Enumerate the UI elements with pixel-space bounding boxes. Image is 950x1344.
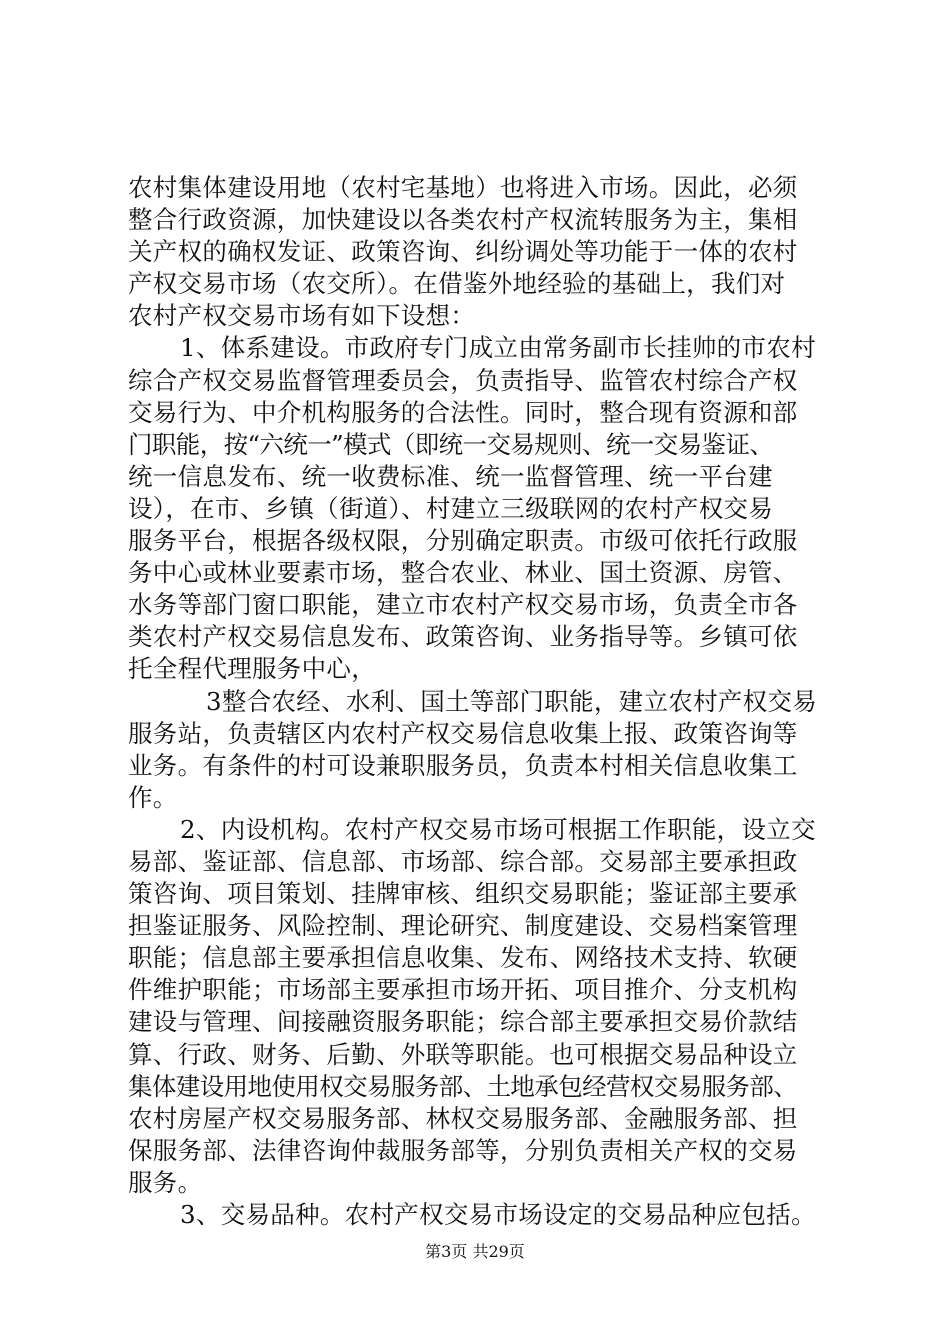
text-line: 水务等部门窗口职能，建立市农村产权交易市场，负责全市各: [128, 590, 798, 620]
text-line: 综合产权交易监督管理委员会，负责指导、监管农村综合产权: [128, 365, 798, 395]
text-line: 类农村产权交易信息发布、政策咨询、业务指导等。乡镇可依: [128, 622, 798, 652]
text-line: 服务平台，根据各级权限，分别确定职责。市级可依托行政服: [128, 526, 798, 556]
page-number-footer: 第3页 共29页: [425, 1242, 525, 1261]
text-line: 算、行政、财务、后勤、外联等职能。也可根据交易品种设立: [128, 1039, 798, 1069]
text-line: 整合行政资源，加快建设以各类农村产权流转服务为主，集相: [128, 205, 798, 235]
text-line: 农村产权交易市场有如下设想：: [128, 301, 476, 331]
text-line: 业务。有条件的村可设兼职服务员，负责本村相关信息收集工: [128, 750, 798, 780]
text-line: 托全程代理服务中心，: [128, 654, 376, 684]
text-line: 产权交易市场（农交所）。在借鉴外地经验的基础上，我们对: [128, 269, 786, 299]
text-line: 保服务部、法律咨询仲裁服务部等，分别负责相关产权的交易: [128, 1135, 798, 1165]
text-line: 3整合农经、水利、国土等部门职能，建立农村产权交易: [206, 686, 818, 716]
text-line: 务中心或林业要素市场，整合农业、林业、国土资源、房管、: [128, 558, 798, 588]
text-line: 交易行为、中介机构服务的合法性。同时，整合现有资源和部: [128, 397, 798, 427]
text-line: 易部、鉴证部、信息部、市场部、综合部。交易部主要承担政: [128, 846, 798, 876]
text-line: 作。: [128, 782, 178, 812]
text-line: 服务。: [128, 1167, 203, 1197]
text-line: 3、交易品种。农村产权交易市场设定的交易品种应包括。: [180, 1200, 816, 1229]
text-line: 集体建设用地使用权交易服务部、土地承包经营权交易服务部、: [128, 1071, 798, 1101]
text-line: 担鉴证服务、风险控制、理论研究、制度建设、交易档案管理: [128, 911, 798, 941]
document-body: [128, 172, 838, 1231]
text-line: 职能；信息部主要承担信息收集、发布、网络技术支持、软硬: [128, 943, 798, 973]
text-line: 设），在市、乡镇（街道）、村建立三级联网的农村产权交易: [128, 493, 774, 523]
text-line: 件维护职能；市场部主要承担市场开拓、项目推介、分支机构: [128, 975, 798, 1005]
text-line: 农村房屋产权交易服务部、林权交易服务部、金融服务部、担: [128, 1103, 798, 1133]
text-line: 策咨询、项目策划、挂牌审核、组织交易职能；鉴证部主要承: [128, 879, 798, 909]
text-line: 统一信息发布、统一收费标准、统一监督管理、统一平台建: [128, 461, 773, 491]
text-line: 关产权的确权发证、政策咨询、纠纷调处等功能于一体的农村: [128, 237, 798, 267]
text-line: 农村集体建设用地（农村宅基地）也将进入市场。因此，必须: [128, 173, 798, 202]
text-line: 2、内设机构。农村产权交易市场可根据工作职能，设立交: [180, 814, 816, 844]
text-line: 服务站，负责辖区内农村产权交易信息收集上报、政策咨询等: [128, 718, 798, 748]
text-line: 门职能，按“六统一”模式（即统一交易规则、统一交易鉴证、: [128, 429, 774, 459]
text-line: 1、体系建设。市政府专门成立由常务副市长挂帅的市农村: [180, 333, 816, 363]
text-line: 建设与管理、间接融资服务职能；综合部主要承担交易价款结: [128, 1007, 798, 1037]
